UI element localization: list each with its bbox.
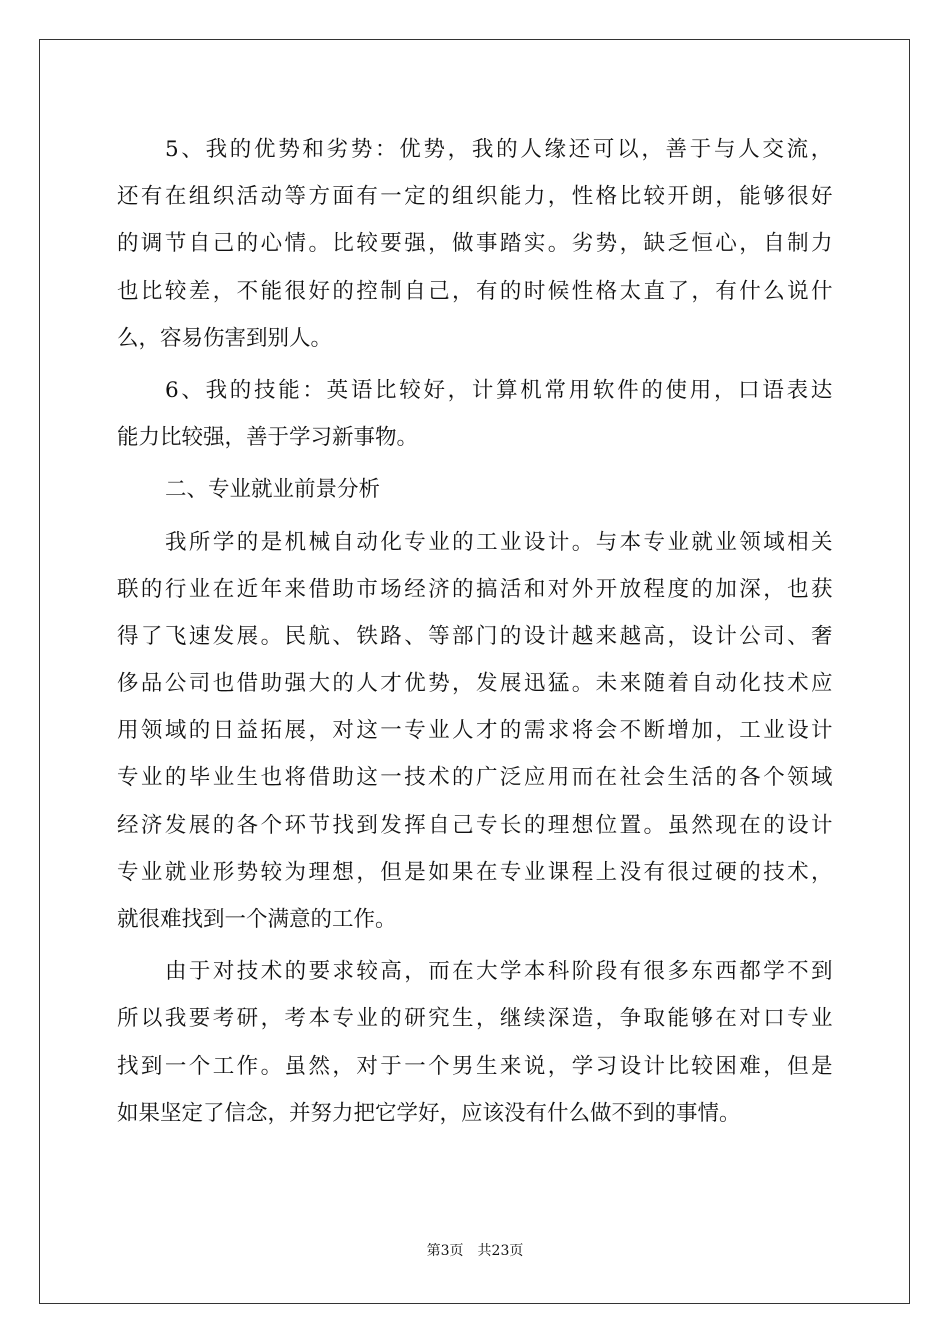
paragraph-strengths-weaknesses — [117, 126, 835, 362]
text-line: 专业的毕业生也将借助这一技术的广泛应用而在社会生活的各个领域 — [117, 765, 835, 791]
text-line: 侈品公司也借助强大的人才优势，发展迅猛。未来随着自动化技术应 — [117, 671, 835, 697]
text-line: 所以我要考研，考本专业的研究生，继续深造，争取能够在对口专业 — [117, 1006, 835, 1032]
text-line: 就很难找到一个满意的工作。 — [117, 907, 397, 932]
text-line: 5、我的优势和劣势：优势，我的人缘还可以，善于与人交流， — [165, 137, 835, 162]
text-line: 经济发展的各个环节找到发挥自己专长的理想位置。虽然现在的设计 — [117, 812, 835, 838]
text-line: 联的行业在近年来借助市场经济的搞活和对外开放程度的加深，也获 — [117, 576, 835, 602]
text-line: 么，容易伤害到别人。 — [117, 325, 333, 351]
current-page-number: 第3页 — [426, 1243, 464, 1259]
text-line: 用领域的日益拓展，对这一专业人才的需求将会不断增加，工业设计 — [117, 718, 835, 744]
text-line: 如果坚定了信念，并努力把它学好，应该没有什么做不到的事情。 — [117, 1100, 741, 1126]
page-footer — [0, 1242, 950, 1260]
document-body — [117, 126, 835, 1137]
text-line: 能力比较强，善于学习新事物。 — [117, 425, 419, 451]
text-line: 找到一个工作。虽然，对于一个男生来说，学习设计比较困难，但是 — [117, 1053, 835, 1079]
text-line: 6、我的技能：英语比较好，计算机常用软件的使用，口语表达 — [165, 377, 835, 403]
total-page-count: 共23页 — [477, 1243, 524, 1259]
text-line: 的调节自己的心情。比较要强，做事踏实。劣势，缺乏恒心，自制力 — [117, 231, 835, 257]
text-line: 我所学的是机械自动化专业的工业设计。与本专业就业领域相关 — [165, 529, 835, 555]
section-heading — [117, 466, 835, 513]
paragraph-skills — [117, 367, 835, 461]
text-line: 专业就业形势较为理想，但是如果在专业课程上没有很过硬的技术， — [117, 859, 835, 885]
text-line: 也比较差，不能很好的控制自己，有的时候性格太直了，有什么说什 — [117, 278, 835, 304]
heading-text: 二、专业就业前景分析 — [165, 477, 381, 503]
paragraph-graduate-plan — [117, 948, 835, 1137]
text-line: 由于对技术的要求较高，而在大学本科阶段有很多东西都学不到 — [165, 959, 835, 985]
text-line: 还有在组织活动等方面有一定的组织能力，性格比较开朗，能够很好 — [117, 184, 835, 210]
paragraph-career-prospects — [117, 519, 835, 944]
text-line: 得了飞速发展。民航、铁路、等部门的设计越来越高，设计公司、奢 — [117, 623, 835, 649]
